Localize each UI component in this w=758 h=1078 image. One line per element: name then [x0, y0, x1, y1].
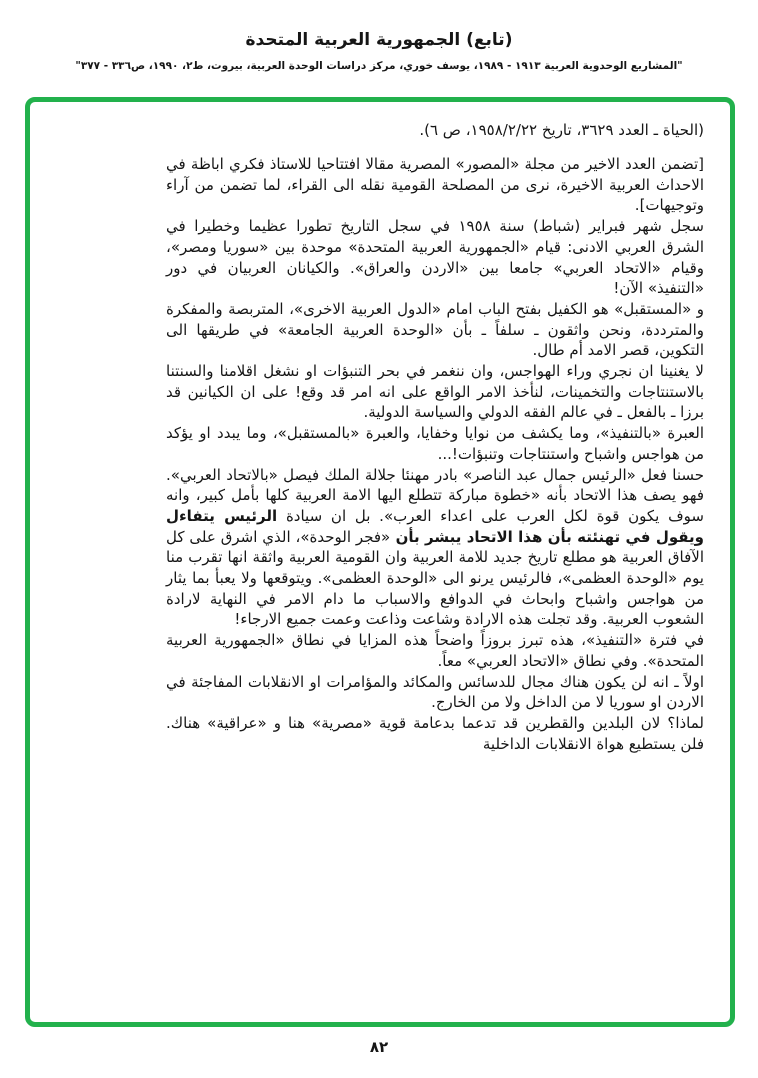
paragraph — [166, 299, 704, 361]
paragraph — [166, 630, 704, 671]
paragraph — [166, 423, 704, 464]
paragraph-segment: سجل شهر فبراير (شباط) سنة ١٩٥٨ في سجل التاريخ تطورا عظيما وخطيرا في الشرق العربي الادنى: قيام «الجمهورية العربية المتحدة» موحدة بين «سوريا ومصر»، وقيام «الاتحاد العربي» جامعا بين «الاردن والعراق». والكيانان العربيان في دور «التنفيذ» الآن! — [166, 217, 704, 298]
article-content — [30, 102, 730, 1022]
paragraph-segment: لماذا؟ لان البلدين والقطرين قد تدعما بدعامة قوية «مصرية» هنا و «عراقية» هناك. فلن يستطيع هواة الانقلابات الداخلية — [166, 713, 704, 753]
paragraph-segment: الرئيس يتفاءل ويقول في تهنئته بأن هذا الاتحاد يبشر بأن — [166, 506, 704, 546]
paragraph-segment: العبرة «بالتنفيذ»، وما يكشف من نوايا وخفايا، والعبرة «بالمستقبل»، وما يبدد او يؤكد من هواجس واشباح واستنتاجات وتنبؤات!... — [166, 424, 704, 463]
paragraph-segment: في فترة «التنفيذ»، هذه تبرز بروزاً واضحاً هذه المزايا في نطاق «الجمهورية العربية المتحدة». وفي نطاق «الاتحاد العربي» معاً. — [166, 631, 704, 670]
citation-line: (الحياة ـ العدد ٣٦٢٩، تاريخ ١٩٥٨/٢/٢٢، ص ٦). — [419, 121, 704, 139]
paragraph — [166, 672, 704, 713]
page-subtitle: "المشاريع الوحدوية العربية ١٩١٣ - ١٩٨٩، يوسف خوري، مركز دراسات الوحدة العربية، بيروت، ط٢، ١٩٩٠، ص٣٣٦ - ٣٧٧" — [75, 60, 683, 72]
paragraph — [166, 465, 704, 631]
paragraph — [166, 154, 704, 216]
paragraph — [166, 216, 704, 299]
paragraph — [166, 361, 704, 423]
paragraph-segment: حسنا فعل «الرئيس جمال عبد الناصر» بادر مهنئا جلالة الملك فيصل «بالاتحاد العربي». فهو يصف هذا الاتحاد بأنه «خطوة مباركة تتطلع اليها الامة العربية كلها بأمل كبير، وانه سوف يكون قوة لكل العرب على اعداء العرب». بل ان سيادة — [166, 465, 705, 525]
paragraph-segment: «فجر الوحدة»، الذي اشرق على كل الآفاق العربية هو مطلع تاريخ جديد للامة العربية وان القومية العربية واثقة انها تقرب منا يوم «الوحدة العظمى»، فالرئيس يرنو الى «الوحدة العظمى». ويتوقعها ولا يعبأ بما يثار من هواجس واشباح وابحاث في الدوافع والاسباب ما دام الامر في النهاية لارادة الشعوب العربية. وقد تجلت هذه الارادة وشاعت وذاعت وعمت جميع الارجاء! — [166, 527, 704, 629]
paragraph-segment: اولاً ـ انه لن يكون هناك مجال للدسائس والمكائد والمؤامرات او الانقلابات المفاجئة في الاردن او سوريا لا من الداخل ولا من الخارج. — [166, 672, 704, 712]
paragraph-segment: [تضمن العدد الاخير من مجلة «المصور» المصرية مقالا افتتاحيا للاستاذ فكري اباظة في الاحداث العربية الاخيرة، نرى من المصلحة القومية نقله الى القراء، لما تضمن من آراء وتوجيهات]. — [166, 155, 704, 215]
paragraph-segment: و «المستقبل» هو الكفيل بفتح الباب امام «الدول العربية الاخرى»، المتربصة والمفكرة والمترددة، ونحن واثقون ـ سلفاً ـ بأن «الوحدة العربية الجامعة» في طريقها الى التكوين، قصر الامد أم طال. — [166, 299, 704, 360]
page-number: ٨٢ — [369, 1038, 389, 1056]
paragraph-segment: لا يغنينا ان نجري وراء الهواجس، وان ننغمر في بحر التنبؤات او نشغل اقلامنا والسنتنا بالاستنتاجات والتخمينات، لنأخذ الامر الواقع على انه امر قد وقع! على ان الكيانين قد برزا ـ بالفعل ـ في عالم الفقه الدولي والسياسة الدولية. — [166, 362, 704, 422]
paragraph — [166, 713, 704, 754]
article-body — [166, 154, 704, 754]
page-title: (تابع) الجمهورية العربية المتحدة — [245, 30, 513, 50]
content-border-box — [25, 97, 735, 1027]
